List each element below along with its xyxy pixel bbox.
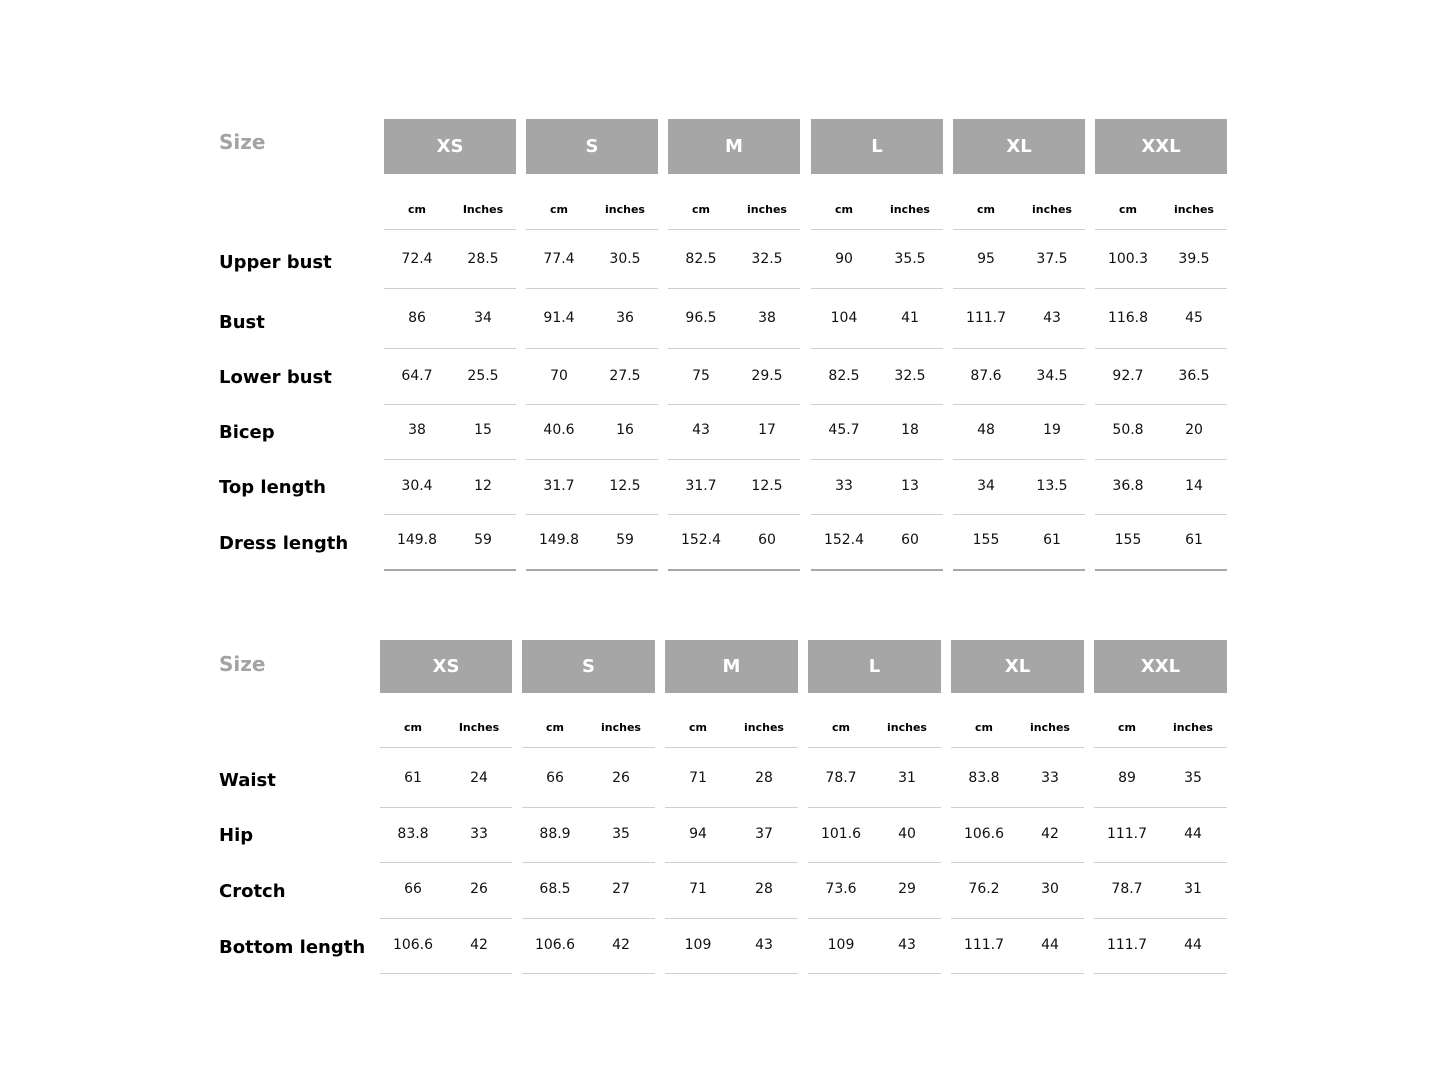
row-divider [526, 459, 658, 460]
value-cell-upper-bust: 72.4 [401, 251, 433, 267]
row-divider [951, 973, 1084, 974]
value-cell-bottom-length: 42 [612, 937, 630, 953]
row-divider [384, 404, 516, 405]
row-divider [808, 918, 941, 919]
value-cell-waist: 66 [546, 770, 564, 786]
row-divider [953, 348, 1085, 349]
value-cell-upper-bust: 32.5 [751, 251, 783, 267]
value-cell-bust: 41 [901, 310, 919, 326]
unit-label: inches [747, 203, 787, 216]
row-divider [951, 918, 1084, 919]
value-cell-upper-bust: 39.5 [1178, 251, 1210, 267]
row-divider [953, 514, 1085, 515]
header-divider [668, 229, 800, 230]
row-label-hip: Hip [219, 825, 254, 846]
value-cell-crotch: 78.7 [1111, 881, 1143, 897]
header-divider [384, 229, 516, 230]
value-cell-upper-bust: 28.5 [467, 251, 499, 267]
unit-label: cm [835, 203, 853, 216]
value-cell-crotch: 71 [689, 881, 707, 897]
value-cell-crotch: 73.6 [825, 881, 857, 897]
row-divider [665, 862, 798, 863]
row-divider [526, 348, 658, 349]
unit-label: cm [832, 721, 850, 734]
value-cell-top-length: 14 [1185, 478, 1203, 494]
row-divider [953, 569, 1085, 571]
row-divider [953, 459, 1085, 460]
row-divider [1094, 918, 1227, 919]
value-cell-upper-bust: 90 [835, 251, 853, 267]
value-cell-top-length: 30.4 [401, 478, 433, 494]
row-divider [522, 973, 655, 974]
value-cell-upper-bust: 100.3 [1107, 251, 1149, 267]
value-cell-crotch: 76.2 [968, 881, 1000, 897]
row-divider [380, 918, 512, 919]
value-cell-top-length: 12.5 [751, 478, 783, 494]
unit-label: cm [546, 721, 564, 734]
size-header-xs: XS [380, 640, 512, 693]
value-cell-crotch: 26 [470, 881, 488, 897]
value-cell-top-length: 31.7 [543, 478, 575, 494]
value-cell-bottom-length: 109 [684, 937, 712, 953]
size-header-xl: XL [951, 640, 1084, 693]
row-label-bicep: Bicep [219, 422, 275, 443]
value-cell-hip: 94 [689, 826, 707, 842]
value-cell-lower-bust: 32.5 [894, 368, 926, 384]
value-cell-top-length: 13 [901, 478, 919, 494]
unit-label: Inches [462, 203, 504, 216]
value-cell-lower-bust: 70 [550, 368, 568, 384]
value-cell-top-length: 36.8 [1112, 478, 1144, 494]
row-divider [665, 973, 798, 974]
value-cell-crotch: 27 [612, 881, 630, 897]
value-cell-lower-bust: 34.5 [1036, 368, 1068, 384]
value-cell-dress-length: 61 [1043, 532, 1061, 548]
value-cell-hip: 37 [755, 826, 773, 842]
row-divider [1094, 807, 1227, 808]
size-heading: Size [219, 652, 266, 676]
header-divider [1095, 229, 1227, 230]
row-divider [953, 288, 1085, 289]
value-cell-dress-length: 152.4 [823, 532, 865, 548]
value-cell-upper-bust: 30.5 [609, 251, 641, 267]
value-cell-waist: 24 [470, 770, 488, 786]
row-divider [1095, 404, 1227, 405]
row-divider [668, 569, 800, 571]
row-divider [808, 973, 941, 974]
value-cell-waist: 83.8 [968, 770, 1000, 786]
row-divider [811, 348, 943, 349]
value-cell-lower-bust: 75 [692, 368, 710, 384]
value-cell-waist: 89 [1118, 770, 1136, 786]
row-divider [526, 404, 658, 405]
row-divider [811, 288, 943, 289]
unit-label: inches [890, 203, 930, 216]
row-divider [384, 459, 516, 460]
size-heading: Size [219, 130, 266, 154]
value-cell-top-length: 34 [977, 478, 995, 494]
size-header-l: L [808, 640, 941, 693]
value-cell-bust: 86 [408, 310, 426, 326]
unit-label: cm [977, 203, 995, 216]
row-label-lower-bust: Lower bust [219, 367, 332, 388]
value-cell-hip: 40 [898, 826, 916, 842]
row-divider [665, 918, 798, 919]
value-cell-top-length: 33 [835, 478, 853, 494]
value-cell-crotch: 29 [898, 881, 916, 897]
value-cell-bust: 96.5 [685, 310, 717, 326]
unit-label: inches [1032, 203, 1072, 216]
value-cell-bust: 43 [1043, 310, 1061, 326]
unit-label: cm [404, 721, 422, 734]
unit-label: cm [689, 721, 707, 734]
row-label-bust: Bust [219, 312, 265, 333]
unit-label: Inches [458, 721, 500, 734]
row-divider [808, 807, 941, 808]
value-cell-bicep: 18 [901, 422, 919, 438]
value-cell-bicep: 20 [1185, 422, 1203, 438]
value-cell-bust: 36 [616, 310, 634, 326]
value-cell-bottom-length: 42 [470, 937, 488, 953]
value-cell-hip: 111.7 [1106, 826, 1148, 842]
row-divider [811, 404, 943, 405]
row-divider [808, 862, 941, 863]
row-divider [384, 514, 516, 515]
value-cell-hip: 44 [1184, 826, 1202, 842]
value-cell-waist: 31 [898, 770, 916, 786]
header-divider [1094, 747, 1227, 748]
value-cell-bottom-length: 106.6 [392, 937, 434, 953]
value-cell-lower-bust: 25.5 [467, 368, 499, 384]
value-cell-hip: 101.6 [820, 826, 862, 842]
header-divider [526, 229, 658, 230]
value-cell-upper-bust: 77.4 [543, 251, 575, 267]
unit-label: cm [408, 203, 426, 216]
value-cell-bicep: 40.6 [543, 422, 575, 438]
value-cell-dress-length: 155 [1114, 532, 1142, 548]
value-cell-waist: 78.7 [825, 770, 857, 786]
value-cell-dress-length: 60 [901, 532, 919, 548]
value-cell-waist: 35 [1184, 770, 1202, 786]
value-cell-bust: 116.8 [1107, 310, 1149, 326]
row-label-upper-bust: Upper bust [219, 252, 332, 273]
value-cell-bottom-length: 111.7 [963, 937, 1005, 953]
value-cell-bottom-length: 106.6 [534, 937, 576, 953]
row-divider [668, 514, 800, 515]
row-divider [380, 973, 512, 974]
value-cell-dress-length: 59 [474, 532, 492, 548]
row-divider [665, 807, 798, 808]
value-cell-hip: 83.8 [397, 826, 429, 842]
value-cell-bicep: 43 [692, 422, 710, 438]
value-cell-crotch: 31 [1184, 881, 1202, 897]
row-divider [1094, 862, 1227, 863]
size-header-s: S [526, 119, 658, 174]
size-header-xxl: XXL [1095, 119, 1227, 174]
size-header-xl: XL [953, 119, 1085, 174]
row-label-dress-length: Dress length [219, 533, 349, 554]
size-header-m: M [668, 119, 800, 174]
value-cell-hip: 106.6 [963, 826, 1005, 842]
value-cell-bust: 45 [1185, 310, 1203, 326]
value-cell-lower-bust: 36.5 [1178, 368, 1210, 384]
header-divider [808, 747, 941, 748]
row-divider [811, 569, 943, 571]
value-cell-bottom-length: 44 [1184, 937, 1202, 953]
row-divider [811, 459, 943, 460]
row-divider [384, 288, 516, 289]
unit-label: inches [601, 721, 641, 734]
size-header-l: L [811, 119, 943, 174]
row-divider [811, 514, 943, 515]
value-cell-lower-bust: 29.5 [751, 368, 783, 384]
value-cell-waist: 28 [755, 770, 773, 786]
value-cell-upper-bust: 95 [977, 251, 995, 267]
value-cell-waist: 61 [404, 770, 422, 786]
value-cell-bicep: 45.7 [828, 422, 860, 438]
value-cell-bicep: 16 [616, 422, 634, 438]
value-cell-bicep: 38 [408, 422, 426, 438]
value-cell-dress-length: 155 [972, 532, 1000, 548]
row-divider [522, 807, 655, 808]
header-divider [380, 747, 512, 748]
row-divider [1095, 348, 1227, 349]
value-cell-bicep: 50.8 [1112, 422, 1144, 438]
value-cell-bicep: 15 [474, 422, 492, 438]
row-divider [380, 807, 512, 808]
header-divider [665, 747, 798, 748]
row-divider [526, 569, 658, 571]
value-cell-bottom-length: 111.7 [1106, 937, 1148, 953]
value-cell-lower-bust: 27.5 [609, 368, 641, 384]
row-label-crotch: Crotch [219, 881, 286, 902]
row-divider [1095, 459, 1227, 460]
header-divider [522, 747, 655, 748]
row-divider [380, 862, 512, 863]
value-cell-crotch: 30 [1041, 881, 1059, 897]
row-divider [526, 514, 658, 515]
value-cell-dress-length: 60 [758, 532, 776, 548]
row-divider [526, 288, 658, 289]
unit-label: inches [887, 721, 927, 734]
row-divider [522, 918, 655, 919]
row-divider [951, 807, 1084, 808]
unit-label: inches [605, 203, 645, 216]
size-header-m: M [665, 640, 798, 693]
row-label-waist: Waist [219, 770, 276, 791]
value-cell-dress-length: 152.4 [680, 532, 722, 548]
row-divider [1094, 973, 1227, 974]
value-cell-lower-bust: 92.7 [1112, 368, 1144, 384]
header-divider [811, 229, 943, 230]
value-cell-upper-bust: 82.5 [685, 251, 717, 267]
value-cell-bicep: 17 [758, 422, 776, 438]
value-cell-lower-bust: 87.6 [970, 368, 1002, 384]
header-divider [951, 747, 1084, 748]
value-cell-top-length: 31.7 [685, 478, 717, 494]
row-divider [1095, 569, 1227, 571]
row-divider [951, 862, 1084, 863]
size-header-xxl: XXL [1094, 640, 1227, 693]
row-label-top-length: Top length [219, 477, 326, 498]
value-cell-bottom-length: 43 [755, 937, 773, 953]
unit-label: cm [975, 721, 993, 734]
row-divider [384, 569, 516, 571]
unit-label: inches [1173, 721, 1213, 734]
row-divider [384, 348, 516, 349]
unit-label: cm [1119, 203, 1137, 216]
value-cell-bottom-length: 43 [898, 937, 916, 953]
value-cell-bust: 91.4 [543, 310, 575, 326]
value-cell-upper-bust: 35.5 [894, 251, 926, 267]
value-cell-dress-length: 149.8 [396, 532, 438, 548]
value-cell-lower-bust: 64.7 [401, 368, 433, 384]
size-header-s: S [522, 640, 655, 693]
unit-label: inches [744, 721, 784, 734]
row-divider [1095, 288, 1227, 289]
header-divider [953, 229, 1085, 230]
value-cell-bust: 111.7 [965, 310, 1007, 326]
value-cell-crotch: 68.5 [539, 881, 571, 897]
value-cell-dress-length: 61 [1185, 532, 1203, 548]
value-cell-waist: 33 [1041, 770, 1059, 786]
value-cell-bottom-length: 109 [827, 937, 855, 953]
value-cell-lower-bust: 82.5 [828, 368, 860, 384]
unit-label: inches [1174, 203, 1214, 216]
value-cell-bust: 34 [474, 310, 492, 326]
value-cell-bicep: 48 [977, 422, 995, 438]
value-cell-hip: 33 [470, 826, 488, 842]
value-cell-top-length: 13.5 [1036, 478, 1068, 494]
value-cell-top-length: 12.5 [609, 478, 641, 494]
row-divider [1095, 514, 1227, 515]
row-divider [668, 288, 800, 289]
size-header-xs: XS [384, 119, 516, 174]
unit-label: cm [692, 203, 710, 216]
row-divider [668, 404, 800, 405]
unit-label: cm [1118, 721, 1136, 734]
row-divider [522, 862, 655, 863]
row-divider [953, 404, 1085, 405]
value-cell-waist: 71 [689, 770, 707, 786]
value-cell-hip: 42 [1041, 826, 1059, 842]
value-cell-bust: 38 [758, 310, 776, 326]
value-cell-hip: 88.9 [539, 826, 571, 842]
unit-label: cm [550, 203, 568, 216]
row-label-bottom-length: Bottom length [219, 937, 366, 958]
value-cell-dress-length: 59 [616, 532, 634, 548]
value-cell-bust: 104 [830, 310, 858, 326]
value-cell-bicep: 19 [1043, 422, 1061, 438]
value-cell-top-length: 12 [474, 478, 492, 494]
value-cell-crotch: 66 [404, 881, 422, 897]
value-cell-crotch: 28 [755, 881, 773, 897]
unit-label: inches [1030, 721, 1070, 734]
value-cell-bottom-length: 44 [1041, 937, 1059, 953]
value-cell-hip: 35 [612, 826, 630, 842]
value-cell-dress-length: 149.8 [538, 532, 580, 548]
value-cell-upper-bust: 37.5 [1036, 251, 1068, 267]
row-divider [668, 348, 800, 349]
value-cell-waist: 26 [612, 770, 630, 786]
row-divider [668, 459, 800, 460]
